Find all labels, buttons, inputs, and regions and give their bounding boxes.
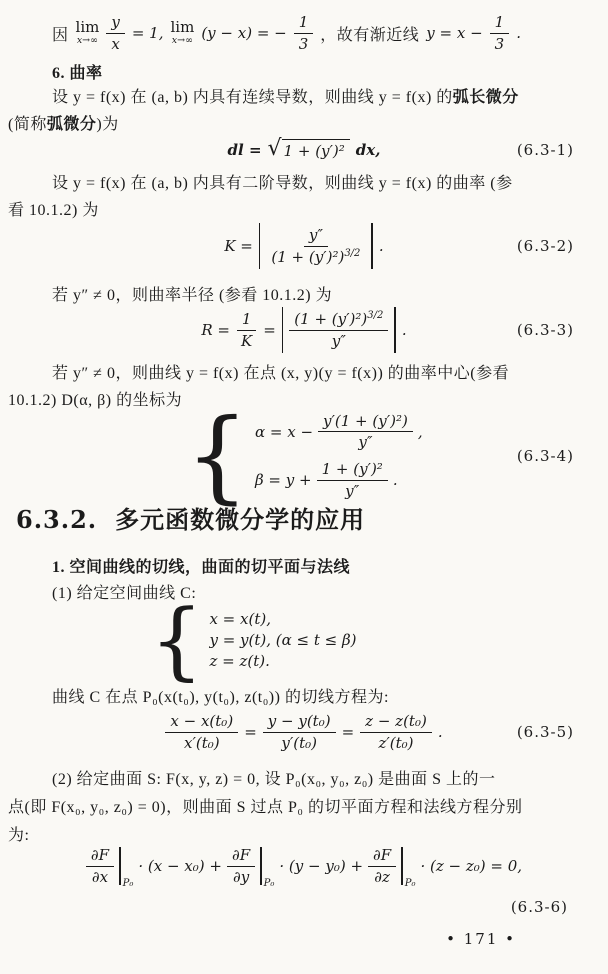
formula-6-3-3 [0,302,608,358]
equation-tag-6-3-1: (6.3-1) [516,141,574,159]
system-brace: { [185,397,249,514]
paragraph-center-of-curvature-line2: 10.1.2) D(α, β) 的坐标为 [8,392,183,409]
item-space-curve: (1) 给定空间曲线 C: [52,585,197,602]
subsection-tangent-lines: 1. 空间曲线的切线，曲面的切平面与法线 [52,559,351,576]
f635-end: . [437,723,443,741]
fraction-y-over-x: $\frac{y}{x}$ [106,13,124,54]
abs-bar-right [371,223,373,269]
intro-seg2: (y − x) = − [201,24,287,42]
intro-pre-text: 因 [52,26,69,44]
f635-eq2: = [341,723,355,741]
f635-eq1: = [244,723,257,741]
f633-eq: = [263,321,276,339]
alpha-equation [255,412,423,453]
equation-tag-6-3-5: (6.3-5) [516,723,574,741]
formula-6-3-2-body [224,223,383,269]
paragraph-surface-line1: (2) 给定曲面 S: F(x, y, z) = 0, 设 P₀(x₀, y₀, z₀) 是曲面 S 上的一 [52,771,496,788]
eval-bar [119,847,121,885]
para1-bold-arc-differential: 弧微分 [46,116,97,133]
formula-6-3-2 [0,218,608,274]
radius-fraction: $\frac{(1 + (y')^2)^{3/2}}{y''}$ [289,310,388,351]
parametric-rows [209,610,356,670]
paragraph-curvature-line1: 设 y = f(x) 在 (a, b) 内具有二阶导数，则曲线 y = f(x) 的曲率 (参 [52,175,513,192]
abs-bar-right [394,307,396,353]
eval-bar [401,847,403,885]
para1-seg2: (简称 [8,116,47,133]
parametric-y: y = y(t), (α ≤ t ≤ β) [209,631,357,649]
y-fraction: $\frac{\text{y − y(t₀)}}{\text{y′(t₀)}}$ [263,712,336,753]
f632-lhs: K = [224,237,253,255]
abs-bar-left [259,223,261,269]
lim-subscript: x→∞ [76,35,99,47]
f636-term3-rest: · (z − z₀) = 0, [420,857,523,875]
paragraph-tangent-equation: 曲线 C 在点 P₀(x(t₀), y(t₀), z(t₀)) 的切线方程为: [52,689,389,706]
beta-fraction: $\frac{\text{1 + (y′)²}}{y''}$ [317,460,388,501]
f634-row2-lhs: β = y + [254,471,312,490]
alpha-fraction: $\frac{\text{y′(1 + (y′)²)}}{y''}$ [318,412,413,453]
asymptote-line [52,10,521,56]
equation-tag-6-3-3: (6.3-3) [516,321,574,339]
eval-bar [260,847,262,885]
formula-6-3-1 [0,130,608,170]
paragraph-surface-line2: 点(即 F(x₀, y₀, z₀) = 0)，则曲面 S 过点 P₀ 的切平面方程和法线方程分别 [8,799,523,816]
f634-row1-lhs: α = x − [254,422,314,441]
radical-sign: √ [267,136,282,161]
equation-tag-6-3-2: (6.3-2) [516,237,574,255]
section-heading-6-3-2 [16,500,365,535]
partial-F-y-fraction: $\frac{\partial F}{\partial y}$ [227,846,255,887]
f632-end: . [378,237,384,255]
formula-6-3-3-body [201,307,406,353]
limit-operator-2 [170,20,194,46]
f636-term1-rest: · (x − x₀) + [138,857,222,875]
lim-symbol-2: lim [170,18,195,37]
f636-term2-rest: · (y − y₀) + [279,857,364,875]
f634-row1-end: , [417,422,423,441]
paragraph-radius-of-curvature: 若 y″ ≠ 0，则曲率半径 (参看 10.1.2) 为 [52,287,333,304]
para1-seg1: 设 y = f(x) 在 (a, b) 内具有连续导数，则曲线 y = f(x) 的 [52,89,453,106]
page-number: • 171 • [446,930,516,948]
formula-6-3-1-body [227,136,381,161]
exponent-3-2: 3/2 [367,309,384,321]
fraction-one-third: $\frac{1}{3}$ [294,13,314,54]
heading-curvature: 6. 曲率 [52,65,103,82]
evaluated-at-P0: P₀ [401,847,415,885]
system-brace: { [150,591,204,689]
parametric-z: z = z(t). [209,652,270,670]
z-fraction: $\frac{\text{z − z(t₀)}}{\text{z′(t₀)}}$ [360,712,432,753]
intro-seg1: = 1, [131,24,164,42]
f633-numerator: $(1 + (y')^2)^{3/2}$ [289,310,388,331]
evaluated-at-P0: P₀ [119,847,133,885]
paragraph-curvature-line2: 看 10.1.2) 为 [8,202,99,219]
equation-tag-6-3-6: (6.3-6) [510,898,568,916]
section-title: 多元函数微分学的应用 [115,508,366,534]
f633-lhs: R = [201,321,230,339]
equation-tag-6-3-4: (6.3-4) [516,447,574,465]
lim-symbol: lim [75,18,100,37]
paragraph-arc-differential-line1 [52,84,519,107]
intro-seg4: . [516,24,521,42]
f632-denominator: $(1 + (y')^2)^{3/2}$ [271,247,361,266]
f633-end: . [401,321,407,339]
f631-rhs: dx, [355,141,381,159]
f631-lhs: dl = [227,141,262,159]
x-fraction: $\frac{\text{x − x(t₀)}}{\text{x′(t₀)}}$ [165,712,238,753]
evaluated-at-P0: P₀ [260,847,274,885]
system-rows [255,412,423,501]
section-number: 6.3.2. [16,505,98,534]
partial-F-x-fraction: $\frac{\partial F}{\partial x}$ [86,846,114,887]
intro-seg3-cjk: ，故有渐近线 [320,26,420,44]
exponent-3-2: 3/2 [344,247,361,259]
paragraph-center-of-curvature-line1: 若 y″ ≠ 0，则曲线 y = f(x) 在点 (x, y)(y = f(x)) 的曲率中心(参看 [52,365,510,382]
formula-6-3-4-body [185,397,423,514]
parametric-system [150,591,357,689]
limit-operator [76,20,100,46]
paragraph-surface-line3: 为: [8,827,30,844]
formula-6-3-5 [0,706,608,758]
intro-seg3-math: y = x − [426,24,483,42]
abs-bar-left [282,307,284,353]
partial-F-z-fraction: $\frac{\partial F}{\partial z}$ [368,846,396,887]
beta-equation [255,460,423,501]
fraction-one-over-K: $\frac{1}{K}$ [236,310,257,351]
formula-6-3-6 [0,842,608,890]
curvature-fraction: $\frac{y''}{(1 + (y')^2)^{3/2}}$ [266,226,365,267]
f634-row2-end: . [392,471,398,490]
radicand: 1 + (y′)² [282,139,350,161]
para1-bold-arc-length-differential: 弧长微分 [452,89,519,106]
parametric-x: x = x(t), [209,610,271,628]
square-root [267,136,350,161]
formula-6-3-5-body [165,712,442,753]
lim-subscript-2: x→∞ [171,35,194,47]
para1-seg3: )为 [96,116,119,133]
fraction-one-third-2: $\frac{1}{3}$ [490,13,510,54]
formula-6-3-6-body [86,846,522,887]
